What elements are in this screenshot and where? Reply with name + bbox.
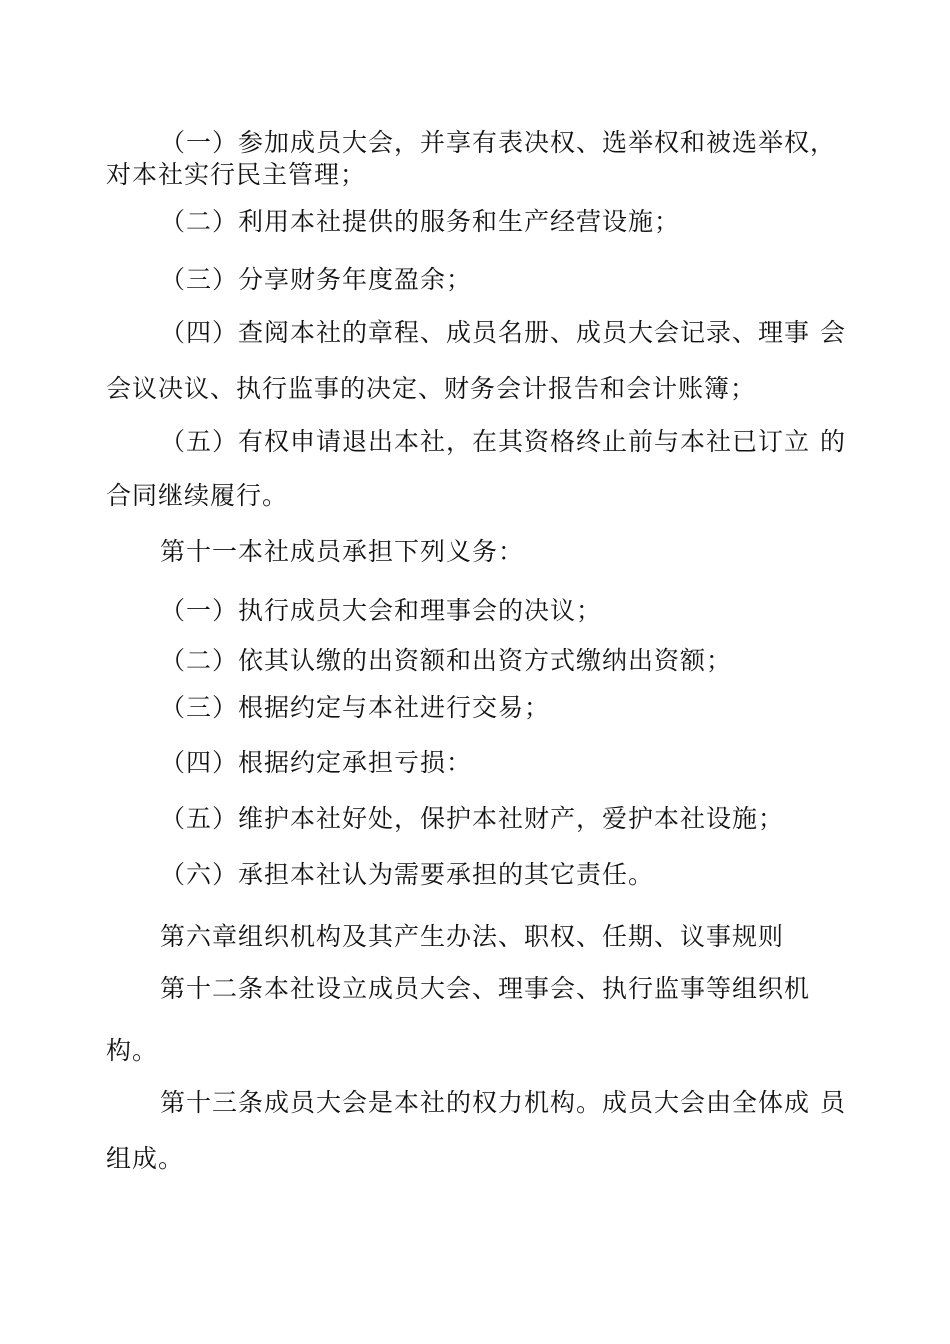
member-duty-3: （三）根据约定与本社进行交易；: [160, 693, 551, 722]
article-13-tail: 员: [820, 1088, 846, 1117]
article-13-line-b: 组成。: [106, 1144, 185, 1173]
chapter-6-heading: 第六章组织机构及其产生办法、职权、任期、议事规则: [160, 922, 785, 951]
member-right-4-line-b: 会议决议、执行监事的决定、财务会计报告和会计账簿；: [106, 374, 757, 403]
member-right-5-tail: 的: [820, 427, 846, 456]
member-right-1-line-b: 对本社实行民主管理；: [106, 160, 367, 189]
member-duty-2: （二）依其认缴的出资额和出资方式缴纳出资额；: [160, 646, 733, 675]
member-right-1-line-a: （一）参加成员大会，并享有表决权、选举权和被选举权，: [160, 128, 837, 157]
article-12-line-b: 构。: [106, 1036, 159, 1065]
member-duty-1: （一）执行成员大会和理事会的决议；: [160, 596, 603, 625]
member-duty-4: （四）根据约定承担亏损：: [160, 748, 473, 777]
member-right-4-line-a: （四）查阅本社的章程、成员名册、成员大会记录、理事: [160, 318, 811, 347]
member-duty-5: （五）维护本社好处，保护本社财产，爱护本社设施；: [160, 804, 785, 833]
article-11-heading: 第十一本社成员承担下列义务：: [160, 537, 525, 566]
article-13-line-a: 第十三条成员大会是本社的权力机构。成员大会由全体成: [160, 1088, 811, 1117]
member-right-3: （三）分享财务年度盈余；: [160, 265, 473, 294]
member-duty-6: （六）承担本社认为需要承担的其它责任。: [160, 860, 655, 889]
member-right-5-line-b: 合同继续履行。: [106, 481, 289, 510]
member-right-2: （二）利用本社提供的服务和生产经营设施；: [160, 207, 681, 236]
member-right-4-tail: 会: [820, 318, 846, 347]
article-12-line-a: 第十二条本社设立成员大会、理事会、执行监事等组织机: [160, 974, 811, 1003]
member-right-5-line-a: （五）有权申请退出本社，在其资格终止前与本社已订立: [160, 427, 811, 456]
